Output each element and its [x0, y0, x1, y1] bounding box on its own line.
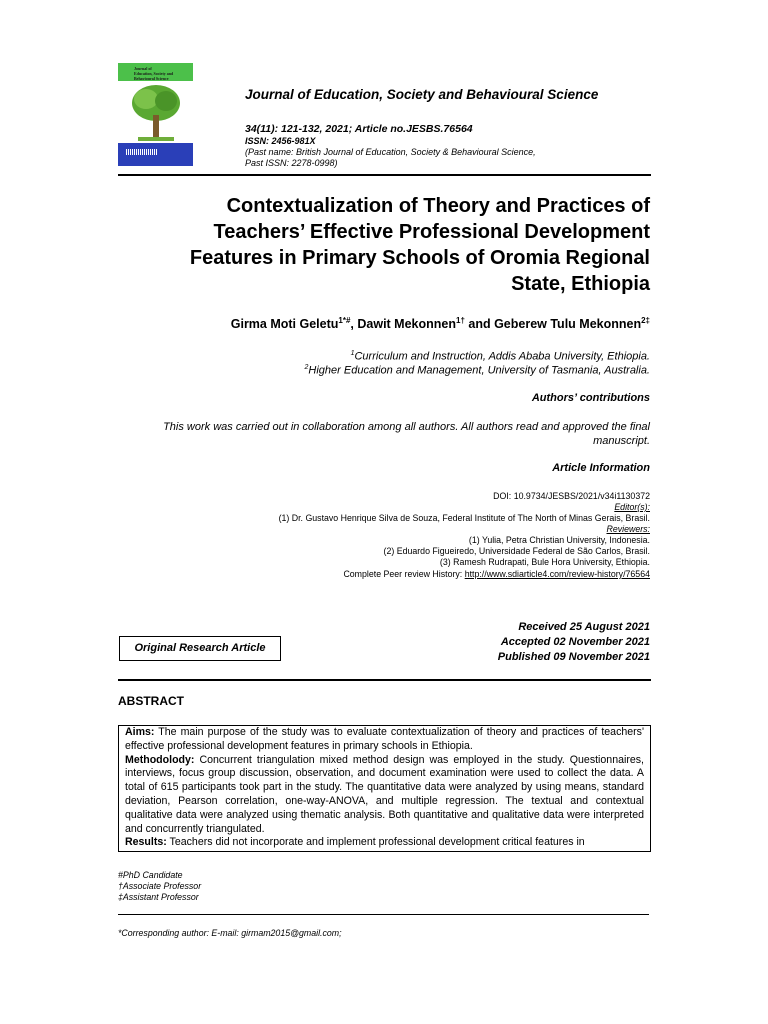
editor-label: Editor(s): — [614, 502, 650, 512]
volume-line: 34(11): 121-132, 2021; Article no.JESBS.76564 — [245, 123, 473, 135]
contrib-text: This work was carried out in collaboration among all authors. All authors read and approved the final manuscript. — [163, 421, 650, 447]
past-issn: Past ISSN: 2278-0998) — [245, 158, 338, 168]
reviewer-1: (1) Yulia, Petra Christian University, Indonesia. — [468, 535, 650, 545]
cover-barcode — [126, 149, 158, 155]
peer-review-history: Complete Peer review History: http://www.sdiarticle4.com/review-history/76564 — [343, 569, 650, 579]
abstract-box — [118, 725, 651, 852]
footnote-associate: †Associate Professor — [118, 881, 202, 891]
affiliation-1: $^1$Curriculum and Instruction, Addis Ababa University, Ethiopia. — [350, 350, 650, 363]
info-heading: Article Information — [552, 462, 650, 474]
corresponding-author: *Corresponding author: E-mail: girmam2015@gmail.com; — [118, 928, 342, 938]
abstract-heading: ABSTRACT — [118, 694, 184, 708]
journal-cover-thumbnail — [118, 63, 193, 166]
author-list: Girma Moti Geletu$^{1*\#}$, Dawit Mekonnen$^{1\dagger}$ and Geberew Tulu Mekonnen$^{2\ddagger}$ — [230, 316, 650, 332]
methods-label: Methodolody: — [125, 753, 195, 766]
journal-name: Journal of Education, Society and Behavioural Science — [245, 87, 599, 102]
footnote-assistant: ‡Assistant Professor — [118, 892, 199, 902]
reviewers-label: Reviewers: — [606, 524, 650, 534]
results-label: Results: — [125, 836, 167, 849]
published-date: Published 09 November 2021 — [497, 651, 650, 663]
doi: DOI: 10.9734/JESBS/2021/v34i1130372 — [493, 491, 650, 501]
abstract-rule — [118, 679, 651, 681]
issn: ISSN: 2456-981X — [245, 136, 316, 146]
footnote-rule — [118, 914, 649, 915]
footnote-phd: #PhD Candidate — [118, 870, 183, 880]
accepted-date: Accepted 02 November 2021 — [500, 636, 650, 648]
header-rule — [118, 174, 651, 176]
past-name: (Past name: British Journal of Education, Society & Behavioural Science, — [245, 147, 536, 157]
aims-label: Aims: — [125, 726, 155, 738]
peer-review-link[interactable]: http://www.sdiarticle4.com/review-history/76564 — [464, 569, 650, 579]
paper-title: Contextualization of Theory and Practices of Teachers’ Effective Professional Development Features in Primary Schools of Oromia Regional State, Ethiopia — [189, 195, 650, 295]
reviewer-2: (2) Eduardo Figueiredo, Universidade Federal de São Carlos, Brasil. — [383, 546, 650, 556]
article-type-box: Original Research Article — [119, 636, 281, 661]
methods-text: Concurrent triangulation mixed method design was employed in the study. Questionnaires, interviews, focus group discussion, observation, and document examination were used to collect the data. A total of 615 participants took part in the study. The quantitative data were analyzed by using means, standard deviation, Pearson correlation, one-way-ANOVA, and multiple regression. The textual and contextual qualitative data were analyzed using thematic analysis. Both quantitative and qualitative data were interpreted and concurrently triangulated. — [125, 753, 644, 835]
results-text: Teachers did not incorporate and implement professional development critical features in — [166, 836, 585, 849]
aims-text: The main purpose of the study was to evaluate contextualization of theory and practices of teachers' effective professional development features in primary schools in Ethiopia. — [125, 726, 644, 752]
received-date: Received 25 August 2021 — [518, 621, 650, 633]
affiliation-2: $^2$Higher Education and Management, University of Tasmania, Australia. — [304, 364, 650, 377]
cover-title: Journal of Education, Society and Behavioural Science — [134, 66, 174, 81]
contrib-heading: Authors’ contributions — [531, 392, 650, 404]
editor: (1) Dr. Gustavo Henrique Silva de Souza, Federal Institute of The North of Minas Gerais, Brasil. — [278, 513, 650, 523]
reviewer-3: (3) Ramesh Rudrapati, Bule Hora University, Ethiopia. — [439, 557, 650, 567]
